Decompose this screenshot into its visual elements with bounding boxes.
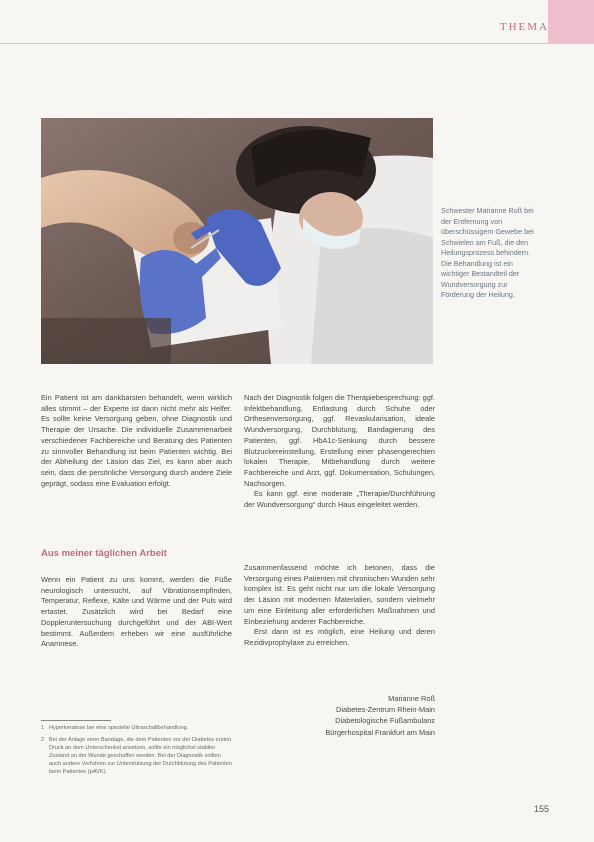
article-paragraph: Wenn ein Patient zu uns kommt, werden die Füße neurologisch untersucht, auf Vibrationsempfinden, Temperatur, Reflexe, Kälte und Wärme und der Puls wird ertastet. Zusätzlich wird bei Bedarf eine Doppleruntersuchung durchgeführt und der ABI-Wert bestimmt. Außerdem erheben wir eine ausführliche Anamnese. xyxy=(41,575,232,649)
article-right-column-top xyxy=(244,393,435,511)
footnote-rule xyxy=(41,720,111,721)
author-affiliation: Bürgerhospital Frankfurt am Main xyxy=(325,727,435,737)
author-affiliation: Diabetologische Fußambulanz xyxy=(335,716,435,726)
author-name: Marianne Roß xyxy=(388,694,435,703)
header-color-tab xyxy=(548,0,594,44)
article-left-column-top xyxy=(41,393,232,489)
article-paragraph: Ein Patient ist am dankbarsten behandelt, wenn wirklich alles stimmt – der Experte ist dann nicht mehr als Helfer. Es sollte keine Versorgung geben, ohne Diagnostik und Therapie der Ursache. Die individuelle Zusammenarbeit verschiedener Fachbereiche und Beratung des Patienten zu sinnvoller Behandlung ist beim Patienten wichtig. Bei der Abheilung der Läsion das Ziel, es kann aber auch sein, dass die persönliche Versorgung durch andere Ziele geprägt, sodass eine Evaluation erfolgt. xyxy=(41,393,232,488)
footnote-text: Hyperkeratose bei eine spezielle Ultraschallbehandlung. xyxy=(49,725,189,731)
section-label: THEMA xyxy=(499,21,549,33)
article-left-column-bottom xyxy=(41,575,232,650)
section-heading: Aus meiner täglichen Arbeit xyxy=(41,548,167,559)
article-right-column-bottom xyxy=(244,563,435,649)
photo-illustration xyxy=(41,118,433,364)
page-number: 155 xyxy=(533,804,549,814)
author-signature xyxy=(244,693,435,738)
footnotes xyxy=(41,724,234,780)
footnote-number: 1 xyxy=(41,725,45,731)
article-paragraph: Erst dann ist es möglich, eine Heilung und deren Rezidivprophylaxe zu erreichen. xyxy=(244,627,435,647)
article-paragraph: Es kann ggf. eine moderate „Therapie/Durchführung der Wundversorgung“ durch Haus eingeleitet werden. xyxy=(244,489,435,510)
header-rule xyxy=(0,43,548,44)
footnote xyxy=(41,724,234,732)
footnote-number: 2 xyxy=(41,737,45,743)
photo-caption: Schwester Marianne Roß bei der Entfernung von überschüssigem Gewebe bei Schwielen am Fuß, die den Heilungsprozess behindern. Die Behandlung ist ein wichtiger Bestandteil der Wundversorgung zur Förderung der Heilung. xyxy=(441,206,534,299)
footnote xyxy=(41,736,234,776)
footnote-text: Bei der Anlage einer Bandage, die dem Patienten vor der Diabetes ersten Druck an dem Unterschenkel ansetzen, sollte ein möglichst stabiler Zustand an der Wunde geschaffen werden. Bei der Diagnostik sollten auch andere Verfahren zur Unterstützung der Durchblutung des Patienten beim Patienten (pAVK). xyxy=(49,737,232,775)
article-paragraph: Zusammenfassend möchte ich betonen, dass die Versorgung eines Patienten mit chronischen Wunden sehr komplex ist. Es geht nicht nur um die lokale Versorgung der Läsion mit modernen Materialien, sondern vielmehr um eine Einleitung aller erforderlichen Maßnahmen und Einbeziehung anderer Fachbereiche. xyxy=(244,563,435,626)
article-photo xyxy=(41,118,433,364)
article-paragraph: Nach der Diagnostik folgen die Therapiebesprechung: ggf. Infektbehandlung, Entlastung durch Schuhe oder Orthesenversorgung, ggf. Revaskularisation, ideale Wundversorgung, Durchblutung, Bandagierung des Patienten, ggf. HbA1c-Senkung durch bessere Blutzuckereinstellung, Erstellung einer phasengerechten lokalen Therapie, Mitbehandlung durch weitere Fachbereiche und Arzt, ggf. Dokumentation, Schulungen, Nachsorgen. xyxy=(244,393,435,488)
author-affiliation: Diabetes-Zentrum Rhein-Main xyxy=(336,705,435,715)
